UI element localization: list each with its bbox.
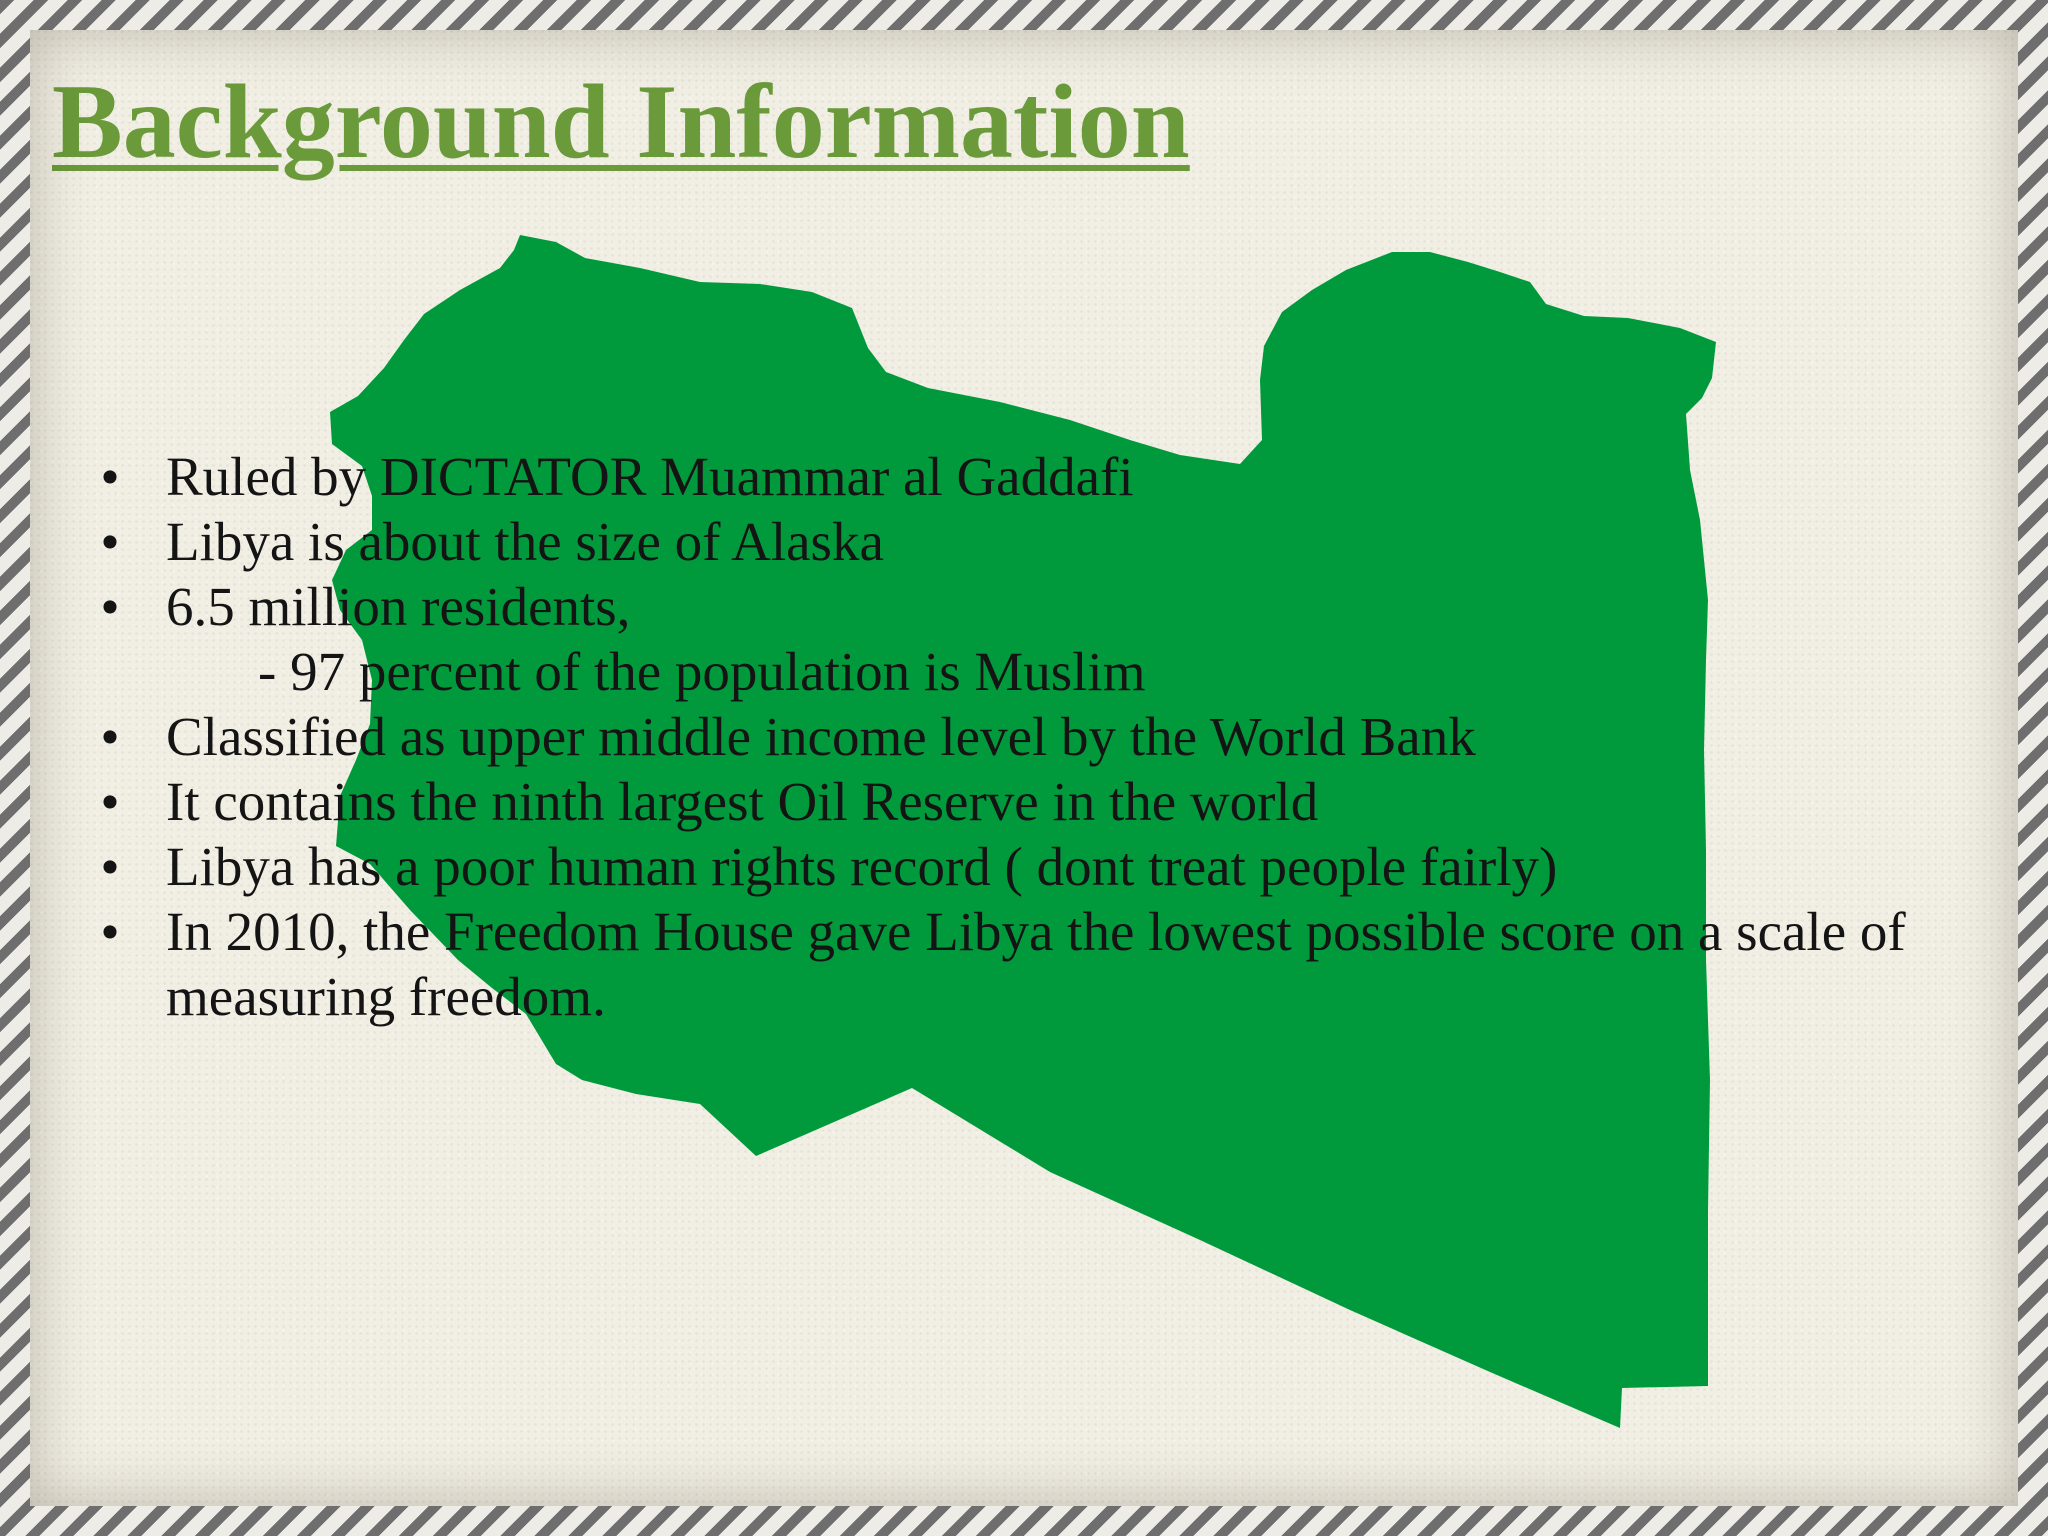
bullet-text: Classified as upper middle income level by the World Bank	[166, 706, 1476, 767]
slide-title: Background Information	[52, 63, 1190, 180]
bullet-text: Libya is about the size of Alaska	[166, 511, 884, 572]
bullet-item-income	[90, 704, 1970, 769]
bullet-text: Ruled by DICTATOR Muammar al Gaddafi	[166, 446, 1134, 507]
bullet-text: In 2010, the Freedom House gave Libya the lowest possible score on a scale of measuring freedom.	[166, 901, 1906, 1027]
bullet-text: It contains the ninth largest Oil Reserve in the world	[166, 771, 1319, 832]
bullet-list	[90, 444, 1970, 1029]
bullet-icon: •	[100, 576, 120, 637]
bullet-item-oil	[90, 769, 1970, 834]
sub-item-muslim	[90, 639, 1970, 704]
bullet-item-size	[90, 509, 1970, 574]
bullet-item-freedom	[90, 899, 1970, 1029]
bullet-item-human-rights	[90, 834, 1970, 899]
bullet-icon: •	[100, 446, 120, 507]
bullet-text: 6.5 million residents,	[166, 576, 631, 637]
bullet-icon: •	[100, 771, 120, 832]
bullet-item-residents	[90, 574, 1970, 639]
bullet-icon: •	[100, 901, 120, 962]
bullet-icon: •	[100, 511, 120, 572]
bullet-icon: •	[100, 706, 120, 767]
bullet-text: Libya has a poor human rights record ( dont treat people fairly)	[166, 836, 1558, 897]
bullet-icon: •	[100, 836, 120, 897]
sub-item-text: - 97 percent of the population is Muslim	[258, 641, 1146, 702]
bullet-item-ruler	[90, 444, 1970, 509]
